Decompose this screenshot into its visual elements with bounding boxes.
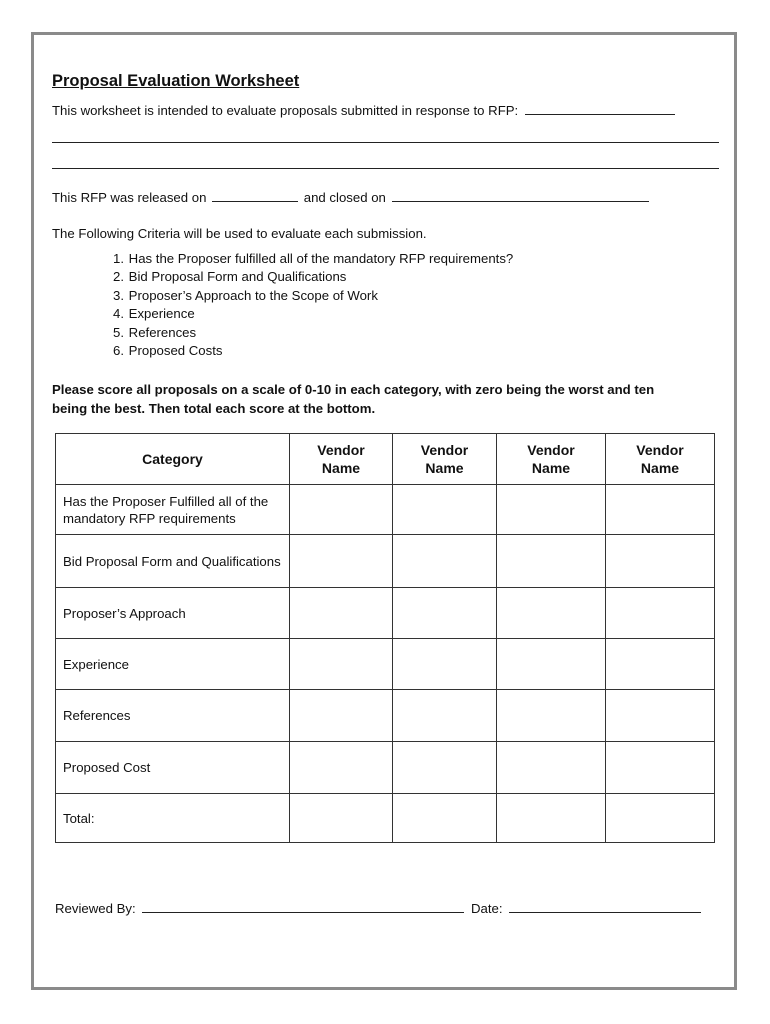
score-cell[interactable]: [393, 588, 497, 639]
score-cell[interactable]: [290, 485, 393, 535]
score-cell[interactable]: [497, 485, 606, 535]
table-row: [56, 742, 715, 794]
release-date-blank[interactable]: [212, 189, 298, 202]
vendor-name-header[interactable]: Vendor Name: [290, 434, 393, 485]
scoring-instructions: Please score all proposals on a scale of 0-10 in each category, with zero being the worst and ten being the best. Then total each score at the bottom.: [52, 382, 655, 416]
table-row: [56, 485, 715, 535]
score-cell[interactable]: [497, 639, 606, 690]
score-cell[interactable]: [606, 742, 715, 794]
score-cell[interactable]: [606, 639, 715, 690]
score-cell[interactable]: [393, 742, 497, 794]
category-header: Category: [56, 434, 290, 485]
score-cell[interactable]: [290, 639, 393, 690]
scoring-table: [55, 433, 715, 843]
score-cell[interactable]: [497, 690, 606, 742]
criteria-item: 1. Has the Proposer fulfilled all of the mandatory RFP requirements?: [113, 251, 514, 266]
table-row: [56, 690, 715, 742]
category-cell: Experience: [56, 639, 290, 690]
criteria-item: 4. Experience: [113, 306, 195, 322]
review-date-blank[interactable]: [509, 900, 701, 913]
score-cell[interactable]: [606, 690, 715, 742]
intro-text: This worksheet is intended to evaluate proposals submitted in response to RFP:: [52, 103, 519, 118]
rfp-released-label: This RFP was released on: [52, 190, 207, 205]
score-cell[interactable]: [290, 742, 393, 794]
total-label-cell: Total:: [56, 794, 290, 843]
score-cell[interactable]: [497, 535, 606, 588]
score-cell[interactable]: [290, 690, 393, 742]
closed-date-blank[interactable]: [392, 189, 649, 202]
score-cell[interactable]: [606, 535, 715, 588]
category-cell: Proposed Cost: [56, 742, 290, 794]
rfp-dates-line: [52, 189, 649, 205]
score-cell[interactable]: [606, 588, 715, 639]
review-line: [55, 900, 701, 916]
intro-line: [52, 102, 675, 118]
table-header-row: [56, 434, 715, 485]
criteria-list: [100, 250, 513, 360]
table-row: [56, 639, 715, 690]
reviewed-by-blank[interactable]: [142, 900, 464, 913]
score-cell[interactable]: [393, 485, 497, 535]
total-cell[interactable]: [290, 794, 393, 843]
table-row: [56, 794, 715, 843]
score-cell[interactable]: [290, 588, 393, 639]
table-row: [56, 588, 715, 639]
vendor-name-header[interactable]: Vendor Name: [393, 434, 497, 485]
score-cell[interactable]: [606, 485, 715, 535]
vendor-name-header[interactable]: Vendor Name: [606, 434, 715, 485]
table-row: [56, 535, 715, 588]
criteria-item: 3. Proposer’s Approach to the Scope of Work: [113, 287, 378, 303]
criteria-item: 6. Proposed Costs: [113, 343, 223, 359]
category-cell: Bid Proposal Form and Qualifications: [56, 535, 290, 588]
rfp-name-blank[interactable]: [525, 102, 675, 115]
reviewed-by-label: Reviewed By:: [55, 901, 136, 916]
total-cell[interactable]: [497, 794, 606, 843]
score-cell[interactable]: [290, 535, 393, 588]
vendor-name-header[interactable]: Vendor Name: [497, 434, 606, 485]
total-cell[interactable]: [393, 794, 497, 843]
category-cell: Proposer’s Approach: [56, 588, 290, 639]
criteria-item: 5. References: [113, 324, 197, 340]
criteria-item: 2. Bid Proposal Form and Qualifications: [113, 269, 347, 285]
category-cell: References: [56, 690, 290, 742]
score-cell[interactable]: [393, 535, 497, 588]
worksheet-title: Proposal Evaluation Worksheet: [52, 72, 300, 90]
score-cell[interactable]: [497, 742, 606, 794]
rfp-name-blank-line-3[interactable]: [52, 168, 719, 169]
score-cell[interactable]: [393, 690, 497, 742]
rfp-closed-label: and closed on: [303, 190, 386, 205]
rfp-name-blank-line-2[interactable]: [52, 142, 719, 143]
category-cell: Has the Proposer Fulfilled all of the mandatory RFP requirements: [56, 485, 290, 535]
date-label: Date:: [470, 901, 503, 916]
score-cell[interactable]: [497, 588, 606, 639]
score-cell[interactable]: [393, 639, 497, 690]
total-cell[interactable]: [606, 794, 715, 843]
criteria-intro: The Following Criteria will be used to evaluate each submission.: [52, 226, 427, 241]
